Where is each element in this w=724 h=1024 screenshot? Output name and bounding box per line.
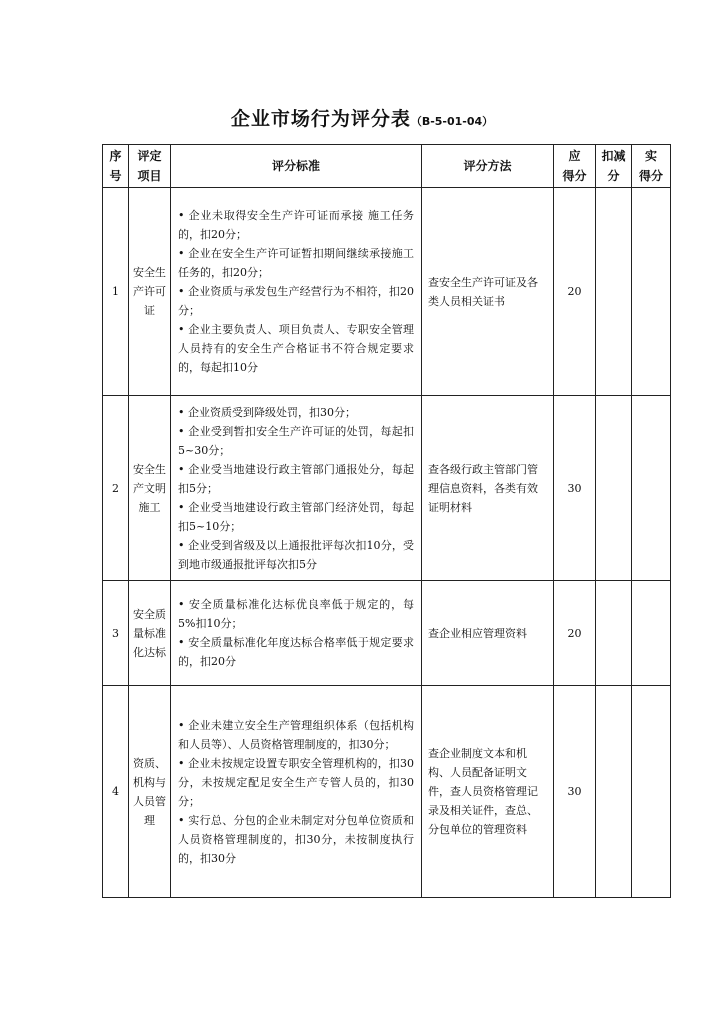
row-item: 安全生产文明施工 xyxy=(129,396,171,581)
title-text: 企业市场行为评分表 xyxy=(230,108,411,130)
scoring-table xyxy=(102,144,671,898)
row-method: 查企业制度文本和机构、人员配备证明文件，查人员资格管理记录及相关证件，查总、分包单位的管理资料 xyxy=(422,686,554,898)
row-actual xyxy=(632,188,671,396)
row-method: 查安全生产许可证及各类人员相关证书 xyxy=(422,188,554,396)
criteria-line: • 企业资质受到降级处罚，扣30分； xyxy=(178,405,356,419)
criteria-line: • 实行总、分包的企业未制定对分包单位资质和人员资格管理制度的，扣30分，未按制度执行的，扣30分 xyxy=(178,813,414,865)
header-criteria: 评分标准 xyxy=(171,145,422,188)
row-criteria xyxy=(171,686,422,898)
criteria-line: • 企业受到暂扣安全生产许可证的处罚，每起扣5~30分； xyxy=(178,424,414,457)
header-deduct: 扣减 分 xyxy=(596,145,632,188)
header-actual: 实 得分 xyxy=(632,145,671,188)
row-method: 查企业相应管理资料 xyxy=(422,581,554,686)
row-criteria xyxy=(171,188,422,396)
criteria-line: • 企业受当地建设行政主管部门通报处分，每起扣5分； xyxy=(178,462,414,495)
criteria-line: • 企业在安全生产许可证暂扣期间继续承接施工任务的，扣20分； xyxy=(178,247,414,279)
header-row xyxy=(103,145,671,188)
row-actual xyxy=(632,581,671,686)
document-title xyxy=(0,104,724,131)
row-deduct xyxy=(596,686,632,898)
row-deduct xyxy=(596,188,632,396)
criteria-line: • 企业受到省级及以上通报批评每次扣10分，受到地市级通报批评每次扣5分 xyxy=(178,538,414,571)
row-method: 查各级行政主管部门管理信息资料，各类有效证明材料 xyxy=(422,396,554,581)
table-row xyxy=(103,188,671,396)
row-seq: 3 xyxy=(103,581,129,686)
header-method: 评分方法 xyxy=(422,145,554,188)
row-actual xyxy=(632,686,671,898)
row-actual xyxy=(632,396,671,581)
row-score: 30 xyxy=(554,686,596,898)
criteria-line: • 企业未按规定设置专职安全管理机构的，扣30分，未按规定配足安全生产专管人员的，扣30分； xyxy=(178,756,414,808)
criteria-line: • 企业受当地建设行政主管部门经济处罚，每起扣5~10分； xyxy=(178,500,414,533)
row-deduct xyxy=(596,581,632,686)
row-seq: 1 xyxy=(103,188,129,396)
criteria-line: • 企业资质与承发包生产经营行为不相符，扣20分； xyxy=(178,285,414,317)
row-score: 20 xyxy=(554,188,596,396)
criteria-line: • 企业未取得安全生产许可证而承接 施工任务的，扣20分； xyxy=(178,209,414,241)
criteria-line: • 安全质量标准化年度达标合格率低于规定要求的，扣20分 xyxy=(178,636,414,668)
row-seq: 2 xyxy=(103,396,129,581)
row-criteria xyxy=(171,396,422,581)
header-item: 评定 项目 xyxy=(129,145,171,188)
criteria-line: • 企业主要负责人、项目负责人、专职安全管理人员持有的安全生产合格证书不符合规定要求的，每起扣10分 xyxy=(178,323,414,374)
row-item: 安全生产许可证 xyxy=(129,188,171,396)
document-code: （B-5-01-04） xyxy=(410,115,494,128)
row-item: 资质、机构与人员管理 xyxy=(129,686,171,898)
row-score: 20 xyxy=(554,581,596,686)
header-score: 应 得分 xyxy=(554,145,596,188)
criteria-line: • 企业未建立安全生产管理组织体系（包括机构和人员等）、人员资格管理制度的，扣30分； xyxy=(178,718,414,751)
row-deduct xyxy=(596,396,632,581)
row-item: 安全质量标准化达标 xyxy=(129,581,171,686)
row-seq: 4 xyxy=(103,686,129,898)
table-row xyxy=(103,686,671,898)
row-criteria xyxy=(171,581,422,686)
table-row xyxy=(103,581,671,686)
table-row xyxy=(103,396,671,581)
header-seq: 序 号 xyxy=(103,145,129,188)
criteria-line: • 安全质量标准化达标优良率低于规定的，每5%扣10分； xyxy=(178,598,414,630)
row-score: 30 xyxy=(554,396,596,581)
